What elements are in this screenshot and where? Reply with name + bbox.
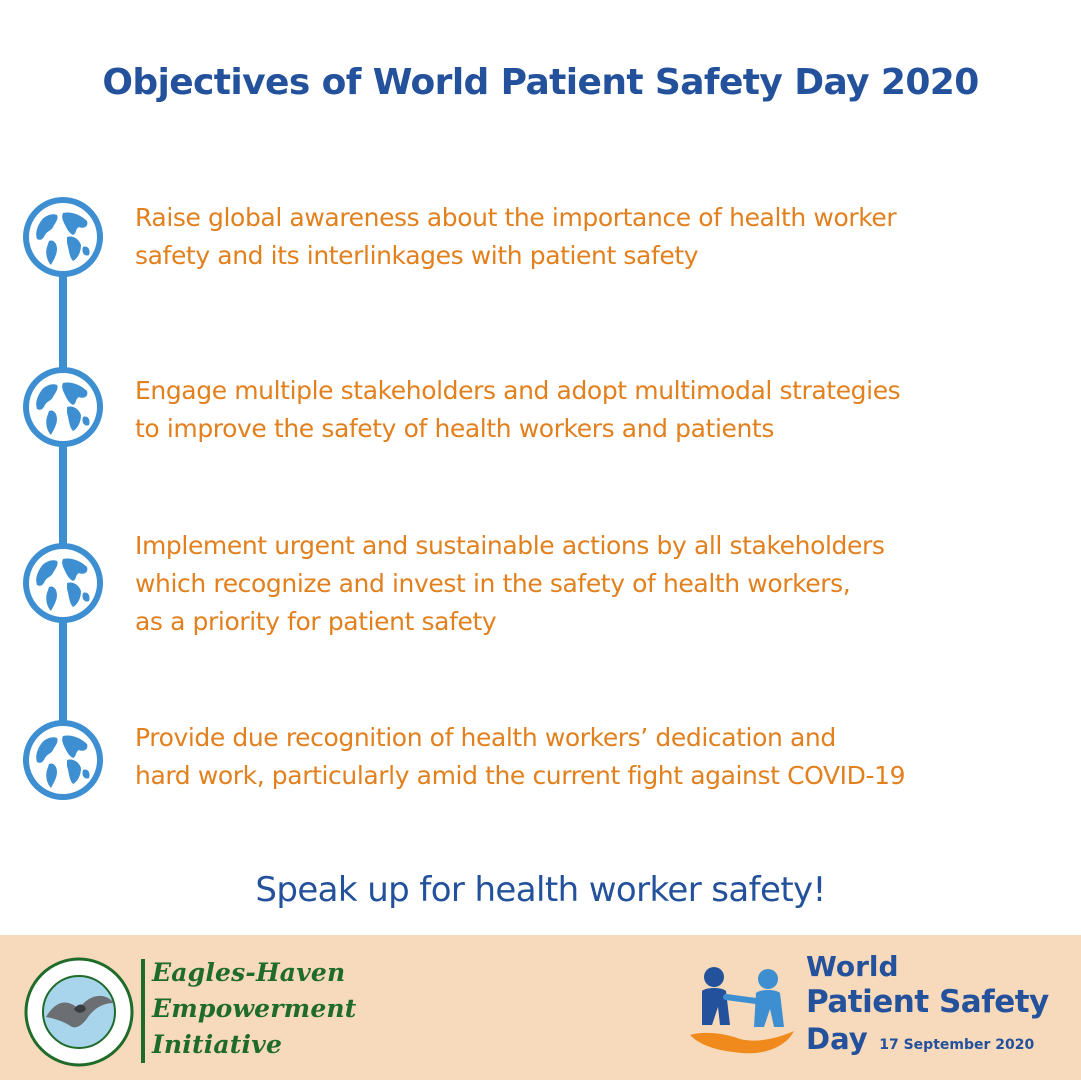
objective-line: Provide due recognition of health workers’ dedication and [135, 723, 836, 752]
objective-line: Raise global awareness about the importance of health worker [135, 203, 897, 232]
globe-icon [23, 197, 103, 277]
globe-icon [23, 367, 103, 447]
objective-line: which recognize and invest in the safety of health workers, [135, 569, 851, 598]
objective-line: Implement urgent and sustainable actions by all stakeholders [135, 531, 885, 560]
globe-icon [23, 720, 103, 800]
org-name [152, 955, 357, 1063]
world-patient-safety-day-logo [684, 951, 804, 1063]
objective-2 [135, 372, 1045, 448]
objective-line: hard work, particularly amid the current fight against COVID-19 [135, 761, 906, 790]
objective-4 [135, 719, 1045, 795]
wpsd-date: 17 September 2020 [879, 1037, 1035, 1053]
wpsd-wordmark [806, 951, 1049, 1057]
org-name-line: Empowerment [152, 994, 357, 1023]
objective-line: to improve the safety of health workers and patients [135, 414, 774, 443]
objective-line: safety and its interlinkages with patient safety [135, 241, 699, 270]
wpsd-world: World [806, 950, 899, 983]
page-title: Objectives of World Patient Safety Day 2020 [102, 62, 979, 103]
objective-3 [135, 527, 1045, 641]
wpsd-patient-safety: Patient Safety [806, 984, 1049, 1020]
wpsd-day: Day [806, 1022, 868, 1056]
org-name-line: Initiative [152, 1030, 283, 1059]
objective-1 [135, 199, 1045, 275]
globe-icon [23, 543, 103, 623]
eagle-seal-logo [24, 957, 134, 1067]
tagline: Speak up for health worker safety! [255, 870, 826, 910]
timeline-line [59, 240, 67, 760]
footer-banner [0, 935, 1081, 1080]
org-divider [141, 959, 145, 1063]
org-name-line: Eagles-Haven [152, 958, 346, 987]
objective-line: Engage multiple stakeholders and adopt multimodal strategies [135, 376, 901, 405]
objective-line: as a priority for patient safety [135, 607, 497, 636]
